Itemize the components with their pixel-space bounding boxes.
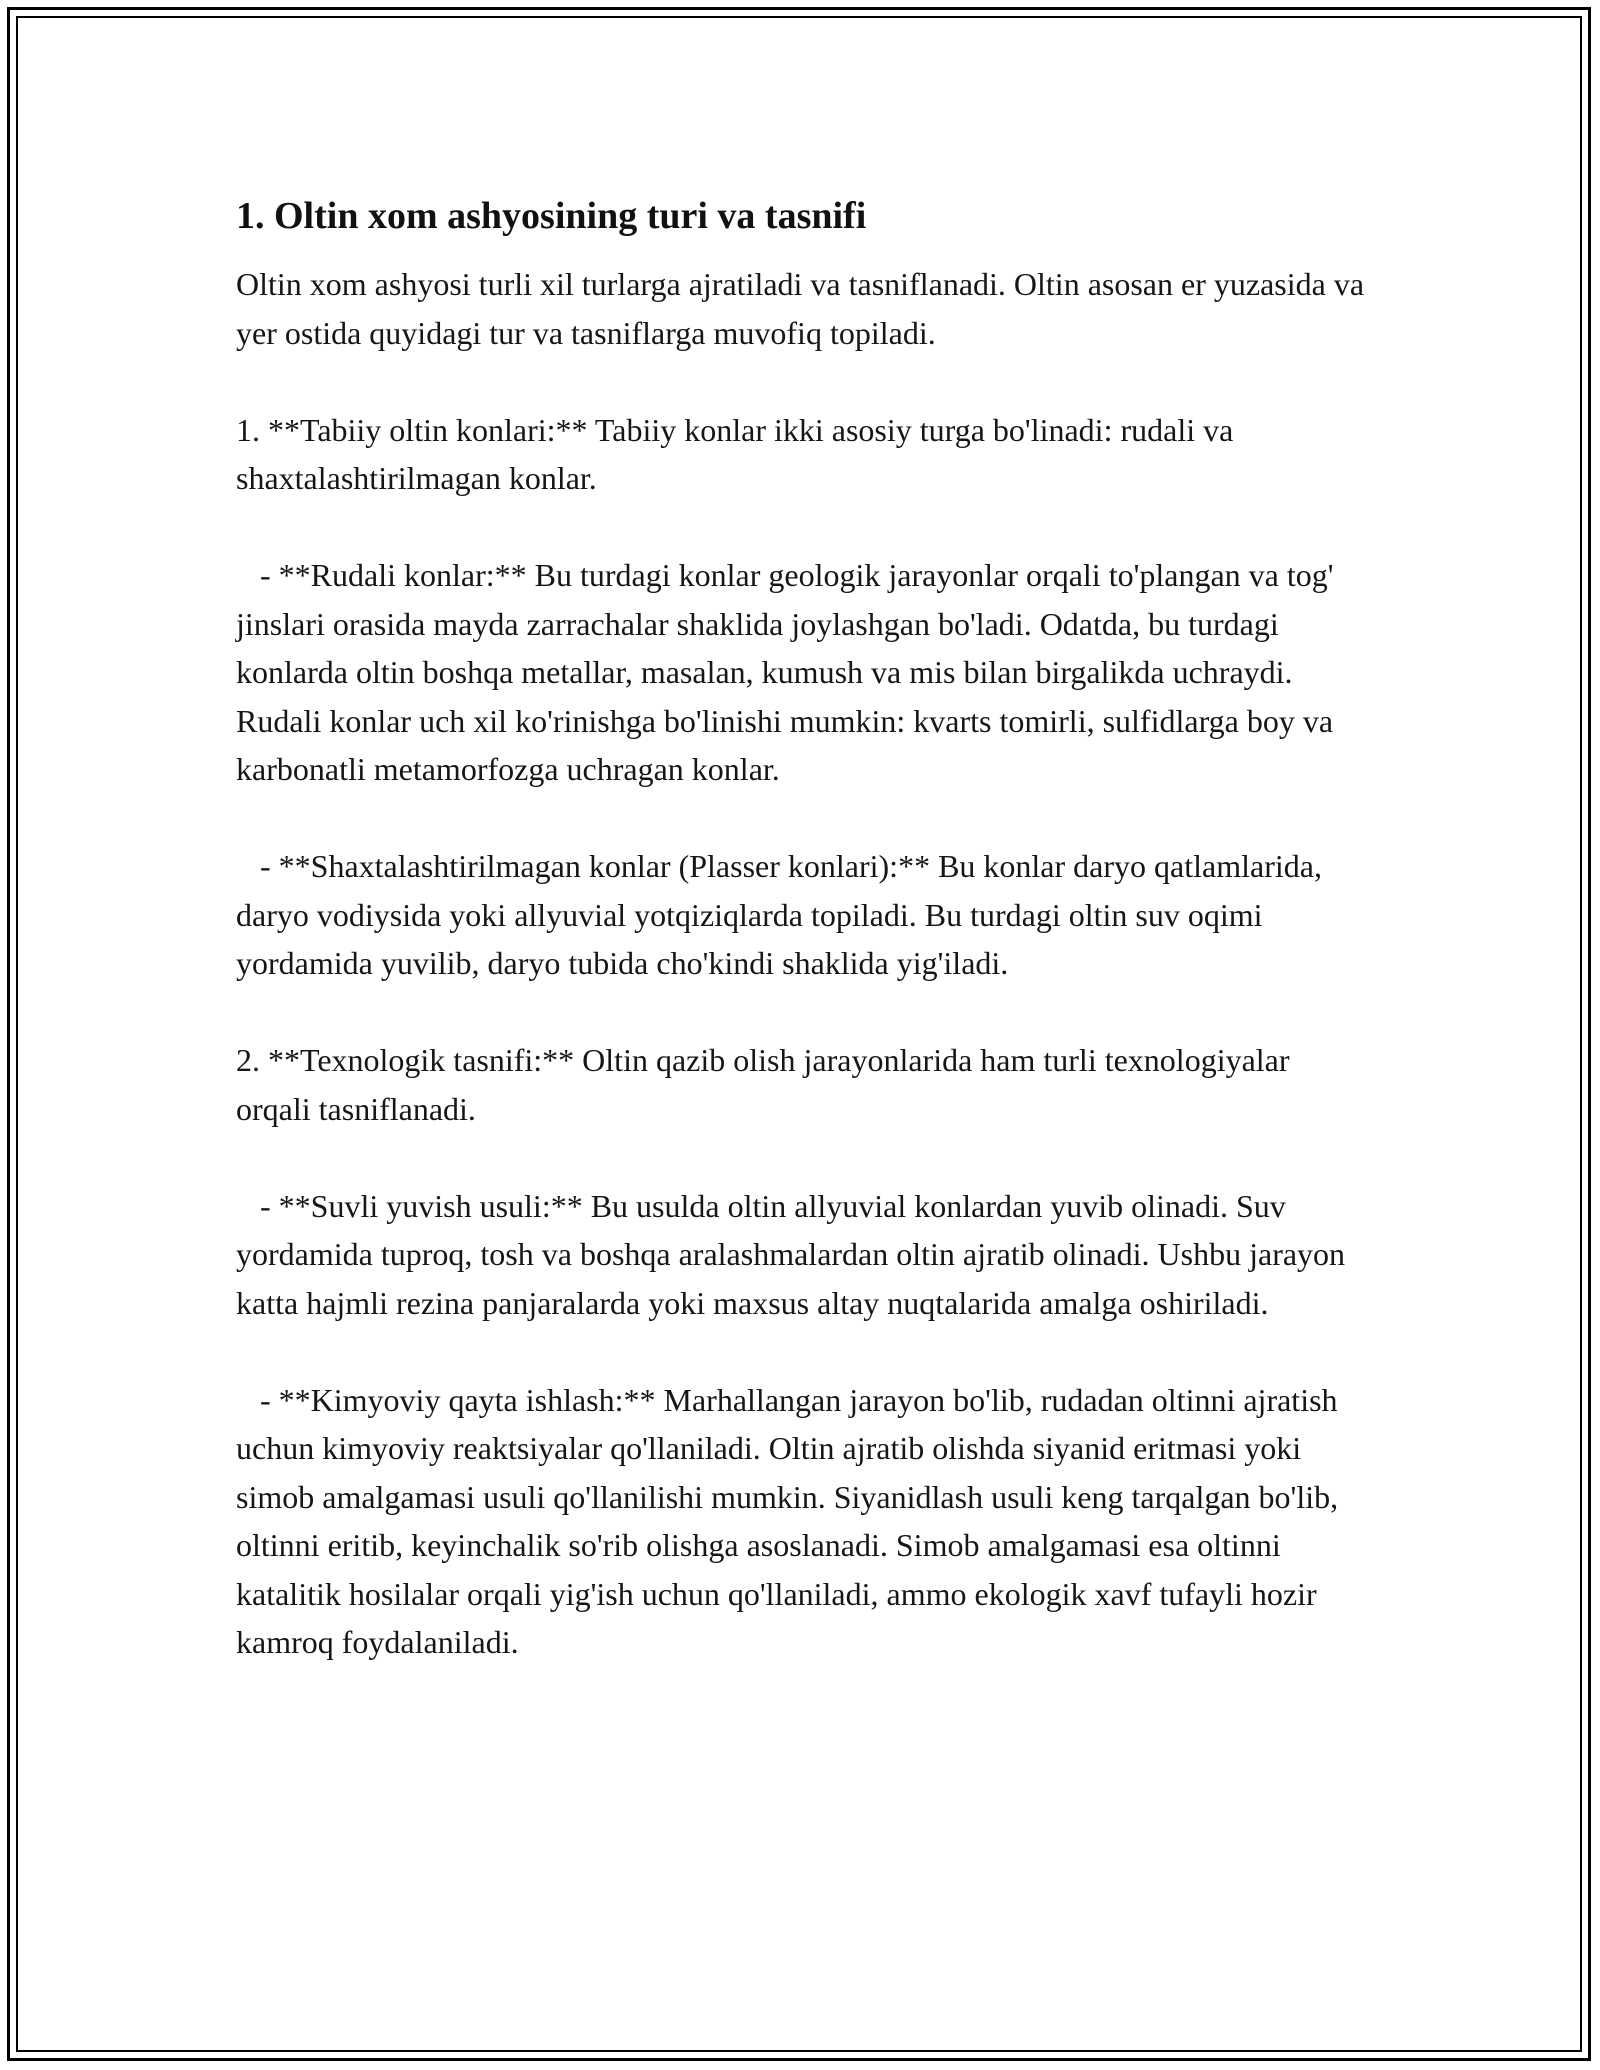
paragraph-technological-classification: 2. **Texnologik tasnifi:** Oltin qazib olish jarayonlarida ham turli texnologiyalar orqali tasniflanadi. — [236, 1042, 1298, 1127]
paragraph-placer-deposits: - **Shaxtalashtirilmagan konlar (Plasser konlari):** Bu konlar daryo qatlamlarida, daryo vodiysida yoki allyuvial yotqiziqlarda topiladi. Bu turdagi oltin suv oqimi yordamida yuvilib, daryo tubida cho'kindi shaklida yig'iladi. — [236, 848, 1330, 981]
document-body — [236, 190, 1373, 1667]
paragraph-ore-deposits: - **Rudali konlar:** Bu turdagi konlar geologik jarayonlar orqali to'plangan va tog' jinslari orasida mayda zarrachalar shaklida joylashgan bo'ladi. Odatda, bu turdagi konlarda oltin boshqa metallar, masalan, kumush va mis bilan birgalikda uchraydi. Rudali konlar uch xil ko'rinishga bo'linishi mumkin: kvarts tomirli, sulfidlarga boy va karbonatli metamorfozga uchragan konlar. — [236, 557, 1342, 787]
paragraph-natural-deposits: 1. **Tabiiy oltin konlari:** Tabiiy konlar ikki asosiy turga bo'linadi: rudali va shaxtalashtirilmagan konlar. — [236, 411, 1242, 496]
paragraph-intro: Oltin xom ashyosi turli xil turlarga ajratiladi va tasniflanadi. Oltin asosan er yuzasida va yer ostida quyidagi tur va tasniflarga muvofiq topiladi. — [236, 266, 1373, 351]
section-heading: 1. Oltin xom ashyosining turi va tasnifi — [236, 195, 867, 237]
paragraph-water-washing: - **Suvli yuvish usuli:** Bu usulda oltin allyuvial konlardan yuvib olinadi. Suv yordamida tuproq, tosh va boshqa aralashmalardan oltin ajratib olinadi. Ushbu jarayon katta hajmli rezina panjaralarda yoki maxsus altay nuqtalarida amalga oshiriladi. — [236, 1187, 1354, 1321]
section-text — [236, 260, 1373, 1667]
paragraph-chemical-processing: - **Kimyoviy qayta ishlash:** Marhallangan jarayon bo'lib, rudadan oltinni ajratish uchun kimyoviy reaktsiyalar qo'llaniladi. Oltin ajratib olishda siyanid eritmasi yoki simob amalgamasi usuli qo'llanilishi mumkin. Siyanidlash usuli keng tarqalgan bo'lib, oltinni eritib, keyinchalik so'rib olishga asoslanadi. Simob amalgamasi esa oltinni katalitik hosilalar orqali yig'ish uchun qo'llaniladi, ammo ekologik xavf tufayli hozir kamroq foydalaniladi. — [236, 1381, 1347, 1660]
